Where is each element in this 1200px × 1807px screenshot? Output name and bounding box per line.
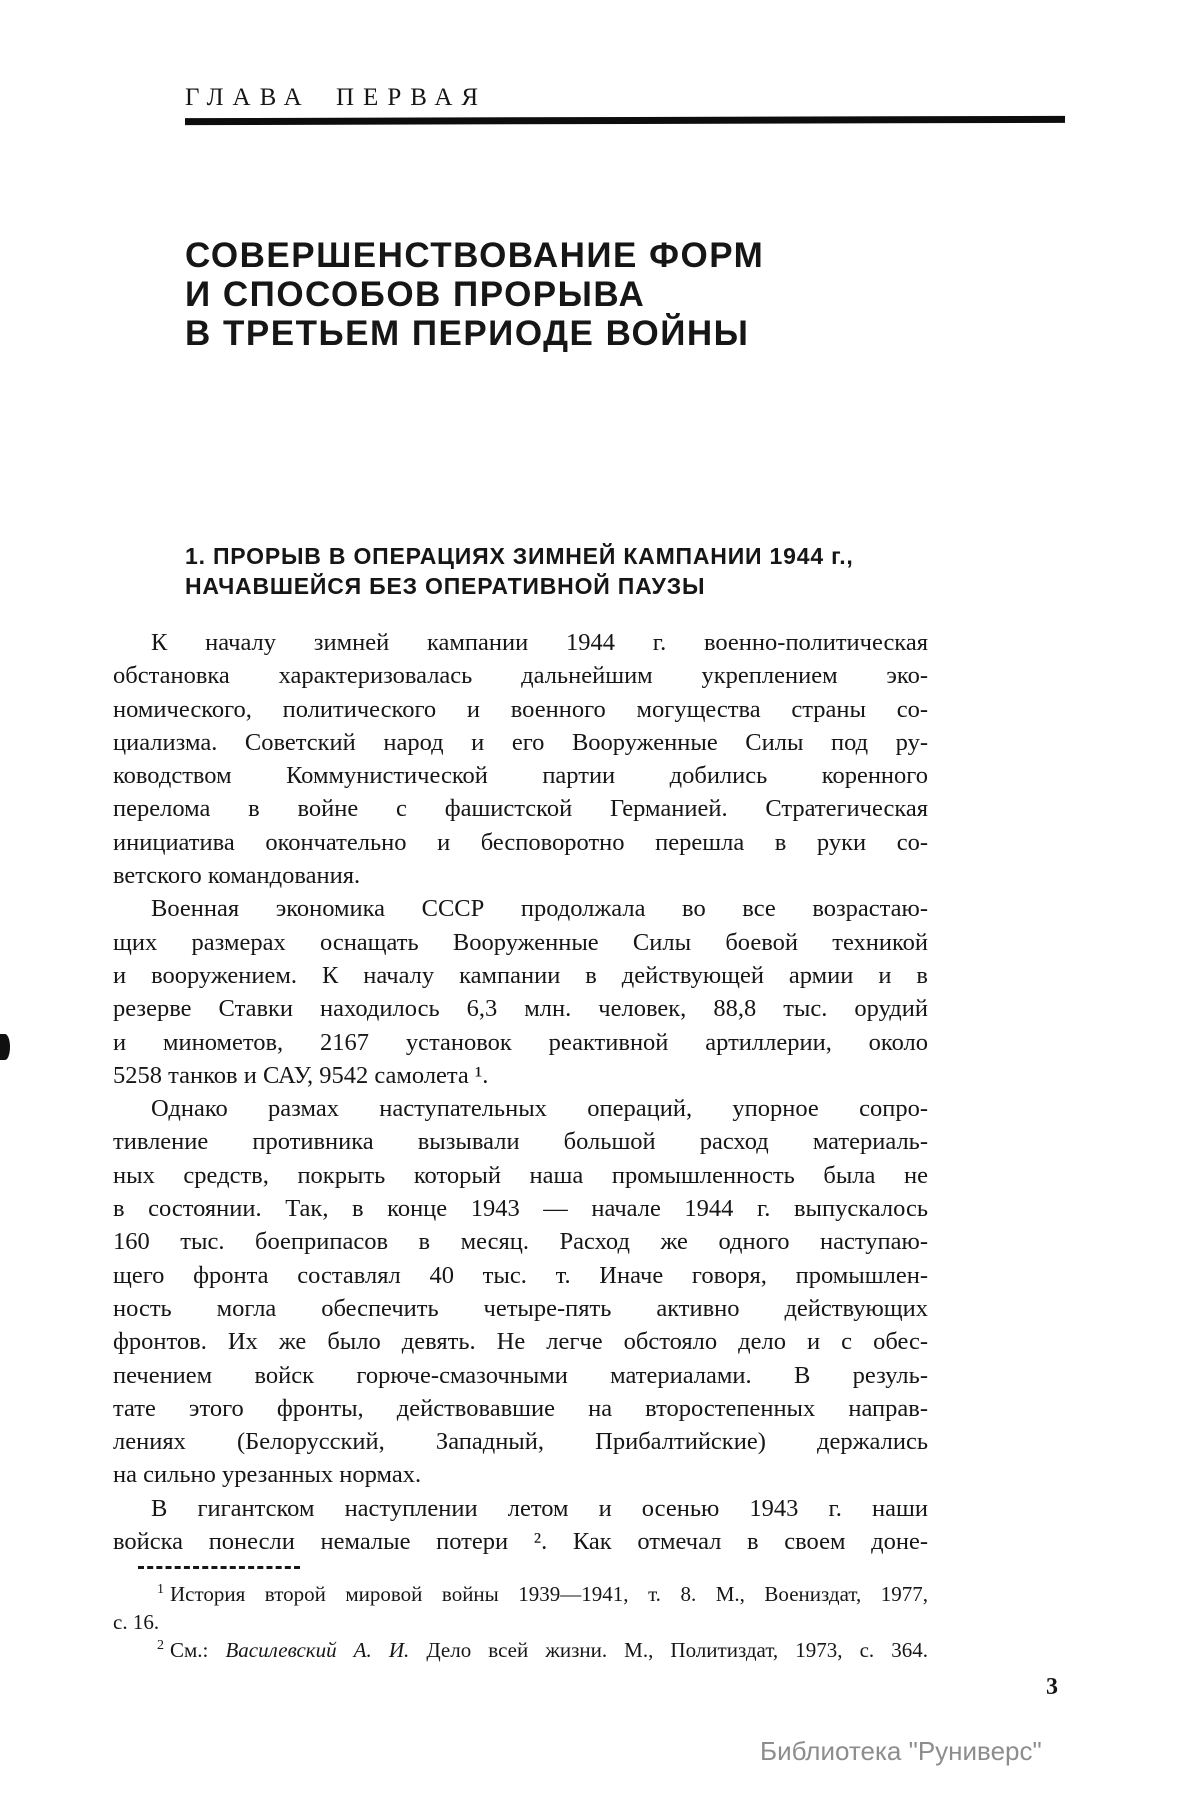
footnote-text: История второй мировой войны 1939—1941, т. 8. М., Воениздат, 1977, xyxy=(170,1582,928,1606)
page-number: 3 xyxy=(1046,1674,1058,1700)
footnote-1-line-2: с. 16. xyxy=(113,1610,160,1634)
paragraph xyxy=(113,892,928,1092)
footnote-text: Дело всей жизни. М., Политиздат, 1973, с. 364. xyxy=(409,1638,928,1662)
body-line: номического, политического и военного могущества страны со- xyxy=(113,695,928,723)
body-line: Однако размах наступательных операций, упорное сопро- xyxy=(151,1095,928,1123)
body-line: резерве Ставки находилось 6,3 млн. человек, 88,8 тыс. орудий xyxy=(113,995,928,1023)
body-line: щих размерах оснащать Вооруженные Силы боевой техникой xyxy=(113,928,928,956)
library-watermark: Библиотека "Руниверс" xyxy=(760,1736,1042,1766)
body-line: тивление противника вызывали большой расход материаль- xyxy=(113,1128,928,1156)
body-line: и вооружением. К началу кампании в действующей армии и в xyxy=(113,961,928,989)
footnotes xyxy=(113,1580,928,1664)
body-line: К началу зимней кампании 1944 г. военно-политическая xyxy=(151,629,928,656)
body-line: Военная экономика СССР продолжала во все возрастаю- xyxy=(151,895,928,923)
body-line: печением войск горюче-смазочными материалами. В резуль- xyxy=(113,1361,928,1389)
body-line: в состоянии. Так, в конце 1943 — начале 1944 г. выпускалось xyxy=(113,1195,928,1223)
body-line: перелома в войне с фашистской Германией. Стратегическая xyxy=(113,795,928,823)
paragraph xyxy=(113,1492,928,1559)
body-line: 160 тыс. боеприпасов в месяц. Расход же одного наступаю- xyxy=(113,1228,928,1256)
footnote-1-line-1 xyxy=(113,1580,928,1608)
section-heading xyxy=(185,541,854,601)
footnote-separator xyxy=(138,1566,300,1569)
paragraph xyxy=(113,626,928,892)
body-line: лениях (Белорусский, Западный, Прибалтийские) держались xyxy=(113,1428,928,1456)
footnote-marker: 2 xyxy=(157,1638,164,1653)
body-line: щего фронта составлял 40 тыс. т. Иначе говоря, промышлен- xyxy=(113,1261,928,1289)
running-head: ГЛАВА ПЕРВАЯ xyxy=(185,84,488,111)
body-text xyxy=(113,626,928,1558)
body-line: ность могла обеспечить четыре-пять активно действующих xyxy=(113,1294,928,1322)
footnote-text: См.: xyxy=(170,1638,226,1662)
scan-artifact xyxy=(0,1034,10,1060)
header-rule xyxy=(185,116,1065,125)
body-line: ветского командования. xyxy=(113,862,361,890)
paragraph xyxy=(113,1092,928,1492)
section-heading-line: НАЧАВШЕЙСЯ БЕЗ ОПЕРАТИВНОЙ ПАУЗЫ xyxy=(185,573,706,599)
section-heading-line: 1. ПРОРЫВ В ОПЕРАЦИЯХ ЗИМНЕЙ КАМПАНИИ 1944 г., xyxy=(185,543,854,569)
footnote-author-italic: Василевский А. И. xyxy=(225,1638,410,1662)
body-line: ководством Коммунистической партии добились коренного xyxy=(113,762,928,790)
body-line: В гигантском наступлении летом и осенью 1943 г. наши xyxy=(151,1494,928,1522)
body-line: войска понесли немалые потери ². Как отмечал в своем доне- xyxy=(113,1528,928,1556)
body-line: обстановка характеризовалась дальнейшим укреплением эко- xyxy=(113,662,928,690)
chapter-title-line: В ТРЕТЬЕМ ПЕРИОДЕ ВОЙНЫ xyxy=(185,314,750,353)
body-line: тате этого фронты, действовавшие на второстепенных направ- xyxy=(113,1394,928,1422)
footnote-marker: 1 xyxy=(157,1582,164,1597)
body-line: циализма. Советский народ и его Вооруженные Силы под ру- xyxy=(113,728,928,756)
chapter-title xyxy=(185,236,764,353)
body-line: инициатива окончательно и бесповоротно перешла в руки со- xyxy=(113,828,928,856)
chapter-title-line: И СПОСОБОВ ПРОРЫВА xyxy=(185,275,646,314)
chapter-title-line: СОВЕРШЕНСТВОВАНИЕ ФОРМ xyxy=(185,236,765,275)
body-line: ных средств, покрыть который наша промышленность была не xyxy=(113,1161,928,1189)
body-line: фронтов. Их же было девять. Не легче обстояло дело и с обес- xyxy=(113,1328,928,1356)
body-line: на сильно урезанных нормах. xyxy=(113,1461,422,1489)
body-line: и минометов, 2167 установок реактивной артиллерии, около xyxy=(113,1028,928,1056)
body-line: 5258 танков и САУ, 9542 самолета ¹. xyxy=(113,1061,489,1089)
footnote-2 xyxy=(113,1636,928,1664)
